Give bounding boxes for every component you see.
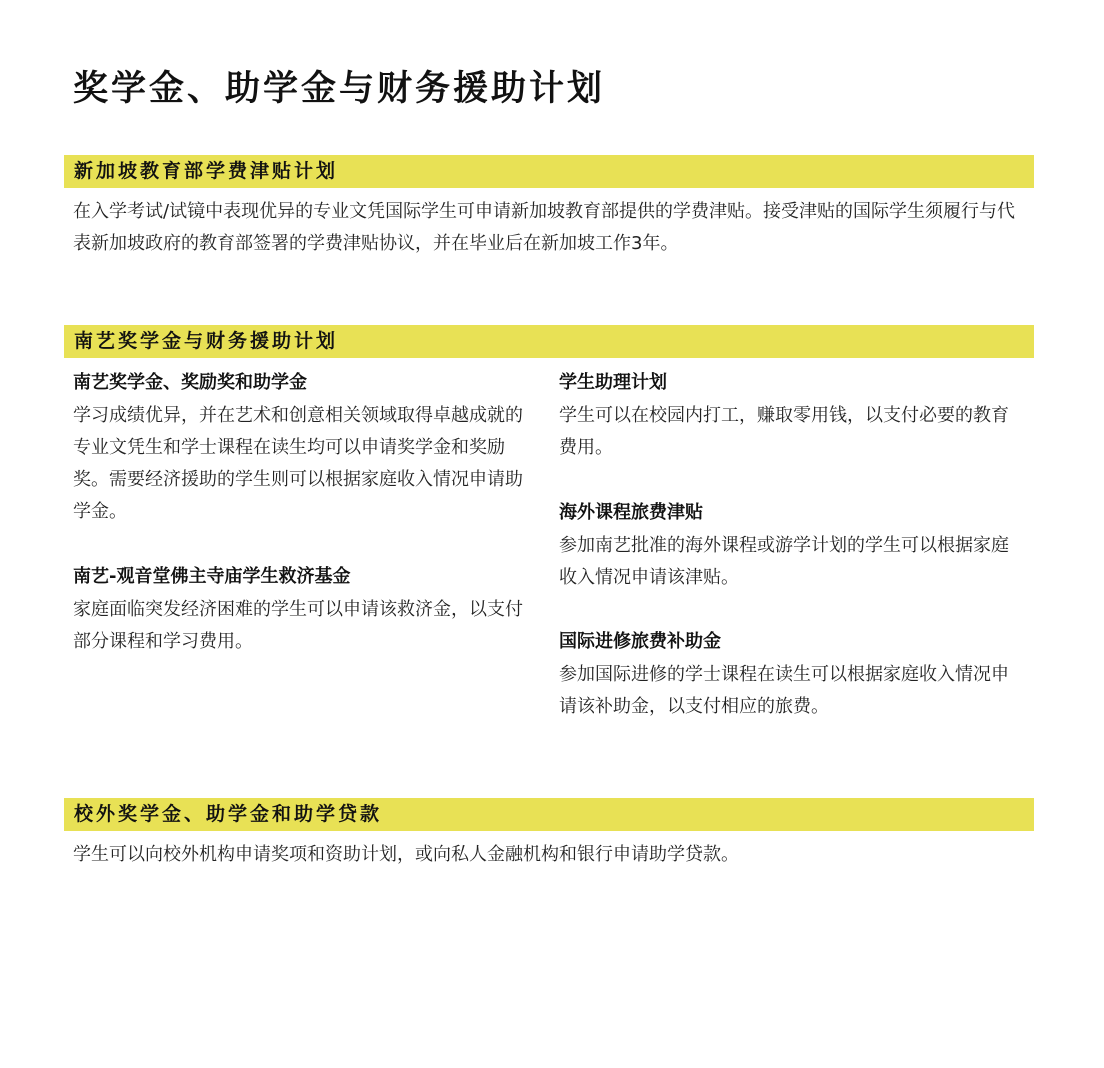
overseas-travel-grant-text: 参加南艺批准的海外课程或游学计划的学生可以根据家庭收入情况申请该津贴。 <box>559 535 1009 588</box>
subheading-student-assistant-scheme: 学生助理计划 <box>559 372 667 393</box>
relief-fund-text: 家庭面临突发经济困难的学生可以申请该救济金，以支付部分课程和学习费用。 <box>73 599 523 652</box>
moe-tuition-grant-text: 在入学考试/试镜中表现优异的专业文凭国际学生可申请新加坡教育部提供的学费津贴。接受津贴的国际学生须履行与代表新加坡政府的教育部签署的学费津贴协议，并在毕业后在新加坡工作3年。 <box>73 201 1016 254</box>
section-heading-moe-tuition-grant <box>64 155 1034 188</box>
section-heading-label: 校外奖学金、助学金和助学贷款 <box>74 803 383 825</box>
section-heading-external-funding <box>64 798 1034 831</box>
external-funding-text: 学生可以向校外机构申请奖项和资助计划，或向私人金融机构和银行申请助学贷款。 <box>73 844 739 865</box>
subheading-nafa-scholarship-awards-bursary: 南艺奖学金、奖励奖和助学金 <box>73 372 307 393</box>
student-assistant-scheme-text: 学生可以在校园内打工，赚取零用钱，以支付必要的教育费用。 <box>559 405 1009 458</box>
exchange-travel-subsidy-text: 参加国际进修的学士课程在读生可以根据家庭收入情况申请该补助金，以支付相应的旅费。 <box>559 664 1009 717</box>
subheading-relief-fund: 南艺-观音堂佛主寺庙学生救济基金 <box>73 566 351 587</box>
subheading-exchange-travel-subsidy: 国际进修旅费补助金 <box>559 631 721 652</box>
subheading-overseas-travel-grant: 海外课程旅费津贴 <box>559 502 703 523</box>
page-title: 奖学金、助学金与财务援助计划 <box>73 69 606 109</box>
section-heading-nafa-scholarships <box>64 325 1034 358</box>
section-heading-label: 新加坡教育部学费津贴计划 <box>74 160 339 182</box>
nafa-scholarship-awards-bursary-text: 学习成绩优异，并在艺术和创意相关领域取得卓越成就的专业文凭生和学士课程在读生均可以申请奖学金和奖励奖。需要经济援助的学生则可以根据家庭收入情况申请助学金。 <box>73 405 523 522</box>
section-heading-label: 南艺奖学金与财务援助计划 <box>74 330 339 352</box>
